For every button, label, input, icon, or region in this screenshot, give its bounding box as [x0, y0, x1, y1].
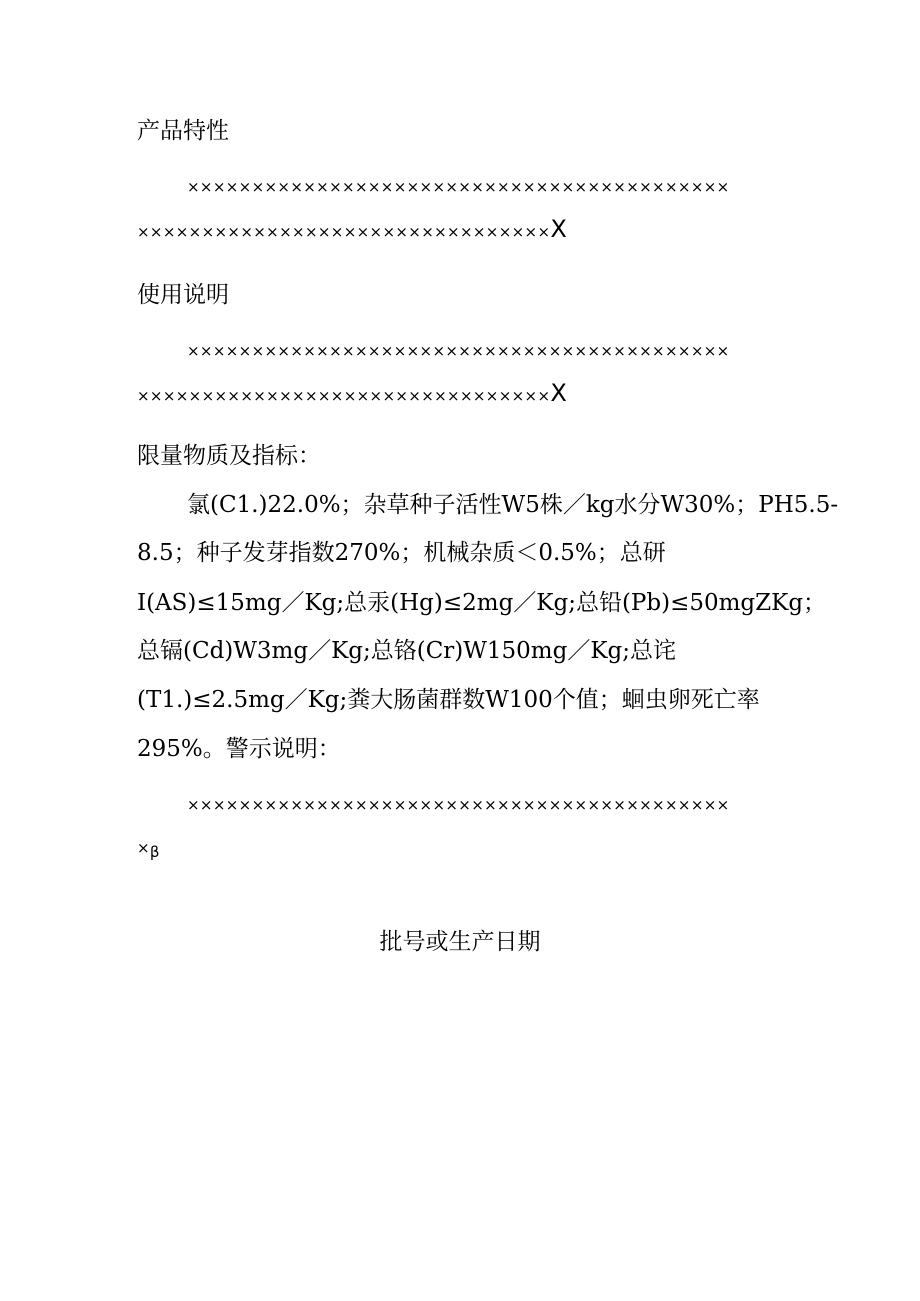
usage-placeholder-text: ×××××××××××××××××××××××××××××××× [137, 387, 551, 405]
usage-placeholder-line-1: ×××××××××××××××××××××××××××××××××××××××××× [187, 342, 730, 360]
limits-line-3: I(AS)≤15mg／Kg;总汞(Hg)≤2mg／Kg;总铅(Pb)≤50mgZKg； [137, 590, 827, 616]
batch-date-label: 批号或生产日期 [379, 929, 541, 955]
limits-line-5: (T1.)≤2.5mg／Kg;粪大肠菌群数W100个值；蛔虫卵死亡率 [137, 687, 760, 713]
product-heading: 产品特性 [137, 118, 229, 144]
limits-heading: 限量物质及指标： [137, 443, 321, 469]
product-placeholder-line-1: ×××××××××××××××××××××××××××××××××××××××××× [187, 178, 730, 196]
usage-heading: 使用说明 [137, 282, 229, 308]
warning-placeholder-sub: β [149, 843, 160, 861]
product-placeholder-line-2 [137, 214, 567, 247]
limits-line-6: 295%。警示说明： [137, 736, 341, 762]
usage-placeholder-line-2 [137, 378, 567, 411]
product-placeholder-end: X [550, 215, 567, 243]
limits-line-1: 氯(C1.)22.0%；杂草种子活性W5株／kg水分W30%；PH5.5- [187, 492, 839, 518]
warning-placeholder-line-2 [137, 833, 160, 867]
product-placeholder-text: ×××××××××××××××××××××××××××××××× [137, 223, 551, 241]
limits-line-2: 8.5；种子发芽指数270%；机械杂质＜0.5%；总研 [137, 540, 666, 566]
limits-line-4: 总镉(Cd)W3mg／Kg;总铬(Cr)W150mg／Kg;总诧 [137, 638, 676, 664]
warning-placeholder-line-1: ×××××××××××××××××××××××××××××××××××××××××× [187, 796, 730, 814]
usage-placeholder-end: X [550, 379, 567, 407]
warning-placeholder-text: × [137, 839, 150, 857]
